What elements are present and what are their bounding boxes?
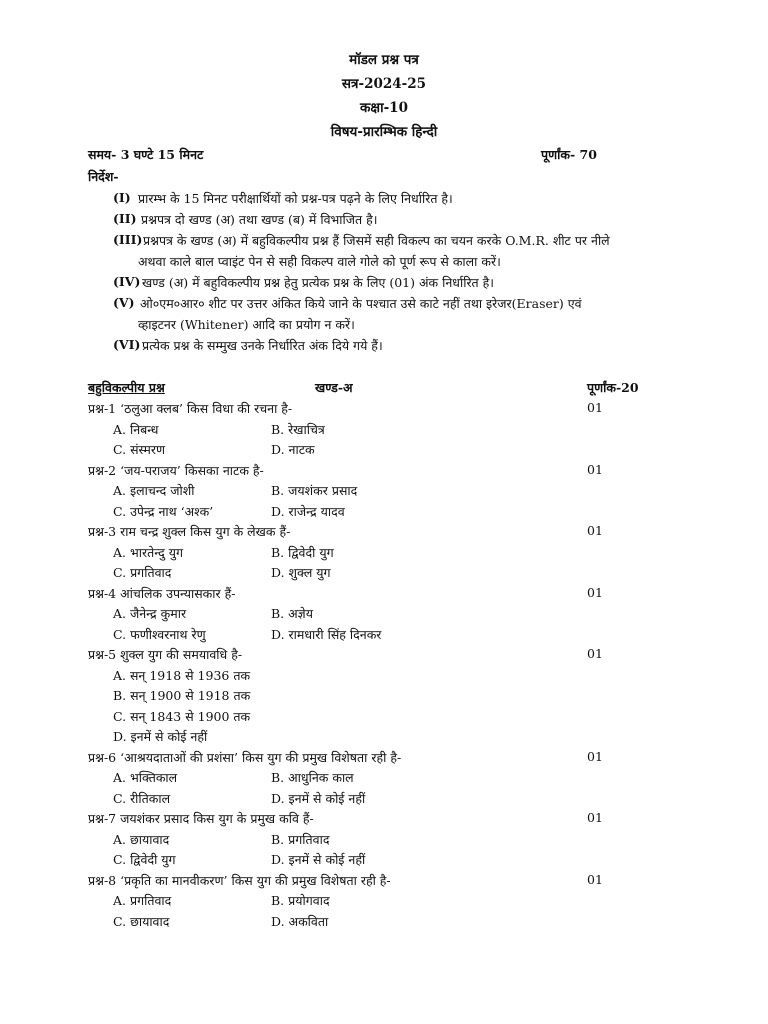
question-text: प्रश्न-5 शुक्ल युग की समयावधि है- xyxy=(88,647,243,662)
question-marks: 01 xyxy=(587,871,603,887)
instruction-text: अथवा काले बाल प्वाइंट पेन से सही विकल्प वाले गोले को पूर्ण रूप से काला करें। xyxy=(138,254,501,269)
instruction-text: व्हाइटनर (Whitener) आदि का प्रयोग न करें। xyxy=(138,317,355,332)
answer-option[interactable]: B. आधुनिक काल xyxy=(271,770,354,785)
answer-option[interactable]: C. सन् 1843 से 1900 तक xyxy=(113,708,251,724)
question-marks: 01 xyxy=(587,584,603,600)
question-text: प्रश्न-3 राम चन्द्र शुक्ल किस युग के लेखक हैं- xyxy=(88,524,291,539)
instruction-number: (VI) xyxy=(113,337,141,352)
instruction-text: प्रारम्भ के 15 मिनट परीक्षार्थियों को प्रश्न-पत्र पढ़ने के लिए निर्धारित है। xyxy=(138,191,453,206)
answer-option[interactable]: B. प्रयोगवाद xyxy=(271,893,330,908)
answer-option[interactable]: D. राजेन्द्र यादव xyxy=(271,503,345,519)
answer-option[interactable]: C. उपेन्द्र नाथ ‘अश्क’ xyxy=(113,503,214,519)
answer-option[interactable]: C. संस्मरण xyxy=(113,442,166,457)
instruction-number: (IV) xyxy=(113,274,141,289)
answer-option[interactable]: A. इलाचन्द जोशी xyxy=(113,483,195,498)
question-marks: 01 xyxy=(587,646,603,661)
question-text: प्रश्न-4 आंचलिक उपन्यासकार हैं- xyxy=(88,585,236,601)
answer-option[interactable]: B. सन् 1900 से 1918 तक xyxy=(113,688,251,703)
answer-option[interactable]: A. भारतेन्दु युग xyxy=(113,544,183,560)
max-marks: पूर्णांक- 70 xyxy=(541,147,597,162)
instruction-number: (II) xyxy=(113,211,137,226)
answer-option[interactable]: A. सन् 1918 से 1936 तक xyxy=(113,667,251,683)
session: सत्र-2024-25 xyxy=(341,76,427,92)
answer-option[interactable]: A. जैनेन्द्र कुमार xyxy=(113,606,187,621)
question-marks: 01 xyxy=(587,523,603,538)
instruction-number: (V) xyxy=(113,295,135,310)
instructions-heading: निर्देश- xyxy=(88,169,119,184)
question-text: प्रश्न-1 ‘ठलुआ क्लब’ किस विधा की रचना है- xyxy=(88,401,293,416)
question-text: प्रश्न-6 ‘आश्रयदाताओं की प्रशंसा’ किस युग की प्रमुख विशेषता रही है- xyxy=(88,749,402,765)
answer-option[interactable]: C. फणीश्वरनाथ रेणु xyxy=(113,626,206,642)
answer-option[interactable]: A. छायावाद xyxy=(113,831,170,847)
class-label: कक्षा-10 xyxy=(360,100,408,116)
answer-option[interactable]: A. भक्तिकाल xyxy=(113,770,178,785)
instruction-text: प्रत्येक प्रश्न के सम्मुख उनके निर्धारित अंक दिये गये हैं। xyxy=(142,338,383,353)
question-text: प्रश्न-7 जयशंकर प्रसाद किस युग के प्रमुख कवि हैं- xyxy=(88,811,314,826)
instruction-number: (I) xyxy=(113,190,131,205)
subject-label: विषय-प्रारम्भिक हिन्दी xyxy=(330,124,438,140)
instruction-text: प्रश्नपत्र दो खण्ड (अ) तथा खण्ड (ब) में विभाजित है। xyxy=(141,212,378,227)
answer-option[interactable]: B. रेखाचित्र xyxy=(271,421,325,437)
answer-option[interactable]: D. नाटक xyxy=(271,442,315,457)
answer-option[interactable]: D. शुक्ल युग xyxy=(271,565,331,580)
paper-title: मॉडल प्रश्न पत्र xyxy=(349,52,419,68)
question-marks: 01 xyxy=(587,400,603,415)
question-marks: 01 xyxy=(587,748,603,764)
instruction-text: खण्ड (अ) में बहुविकल्पीय प्रश्न हेतु प्रत्येक प्रश्न के लिए (01) अंक निर्धारित है। xyxy=(142,275,495,290)
question-marks: 01 xyxy=(587,810,603,825)
instruction-text: प्रश्नपत्र के खण्ड (अ) में बहुविकल्पीय प्रश्न हैं जिसमें सही विकल्प का चयन करके O.M.R. शीट पर नीले xyxy=(143,233,610,248)
question-text: प्रश्न-8 ‘प्रकृति का मानवीकरण’ किस युग की प्रमुख विशेषता रही है- xyxy=(88,872,391,888)
answer-option[interactable]: B. द्विवेदी युग xyxy=(271,544,334,560)
answer-option[interactable]: A. निबन्ध xyxy=(113,421,159,437)
answer-option[interactable]: B. जयशंकर प्रसाद xyxy=(271,483,358,498)
time-duration: समय- 3 घण्टे 15 मिनट xyxy=(88,147,204,162)
answer-option[interactable]: D. रामधारी सिंह दिनकर xyxy=(271,626,382,642)
answer-option[interactable]: B. अज्ञेय xyxy=(271,606,313,621)
question-text: प्रश्न-2 ‘जय-पराजय’ किसका नाटक है- xyxy=(88,462,264,478)
answer-option[interactable]: D. अकविता xyxy=(271,913,329,929)
section-name: खण्ड-अ xyxy=(315,380,353,395)
section-label: बहुविकल्पीय प्रश्न xyxy=(88,380,165,395)
question-marks: 01 xyxy=(587,461,603,477)
instruction-text: ओ०एम०आर० शीट पर उत्तर अंकित किये जाने के पश्चात उसे काटे नहीं तथा इरेजर(Eraser) एवं xyxy=(140,296,582,311)
answer-option[interactable]: C. छायावाद xyxy=(113,913,170,929)
answer-option[interactable]: C. रीतिकाल xyxy=(113,790,171,806)
section-marks: पूर्णांक-20 xyxy=(587,380,639,395)
answer-option[interactable]: C. प्रगतिवाद xyxy=(113,565,172,580)
answer-option[interactable]: D. इनमें से कोई नहीं xyxy=(113,729,208,744)
answer-option[interactable]: D. इनमें से कोई नहीं xyxy=(271,852,366,867)
answer-option[interactable]: A. प्रगतिवाद xyxy=(113,893,172,908)
instruction-number: (III) xyxy=(113,232,143,247)
answer-option[interactable]: D. इनमें से कोई नहीं xyxy=(271,790,366,806)
answer-option[interactable]: B. प्रगतिवाद xyxy=(271,831,330,847)
answer-option[interactable]: C. द्विवेदी युग xyxy=(113,852,176,867)
